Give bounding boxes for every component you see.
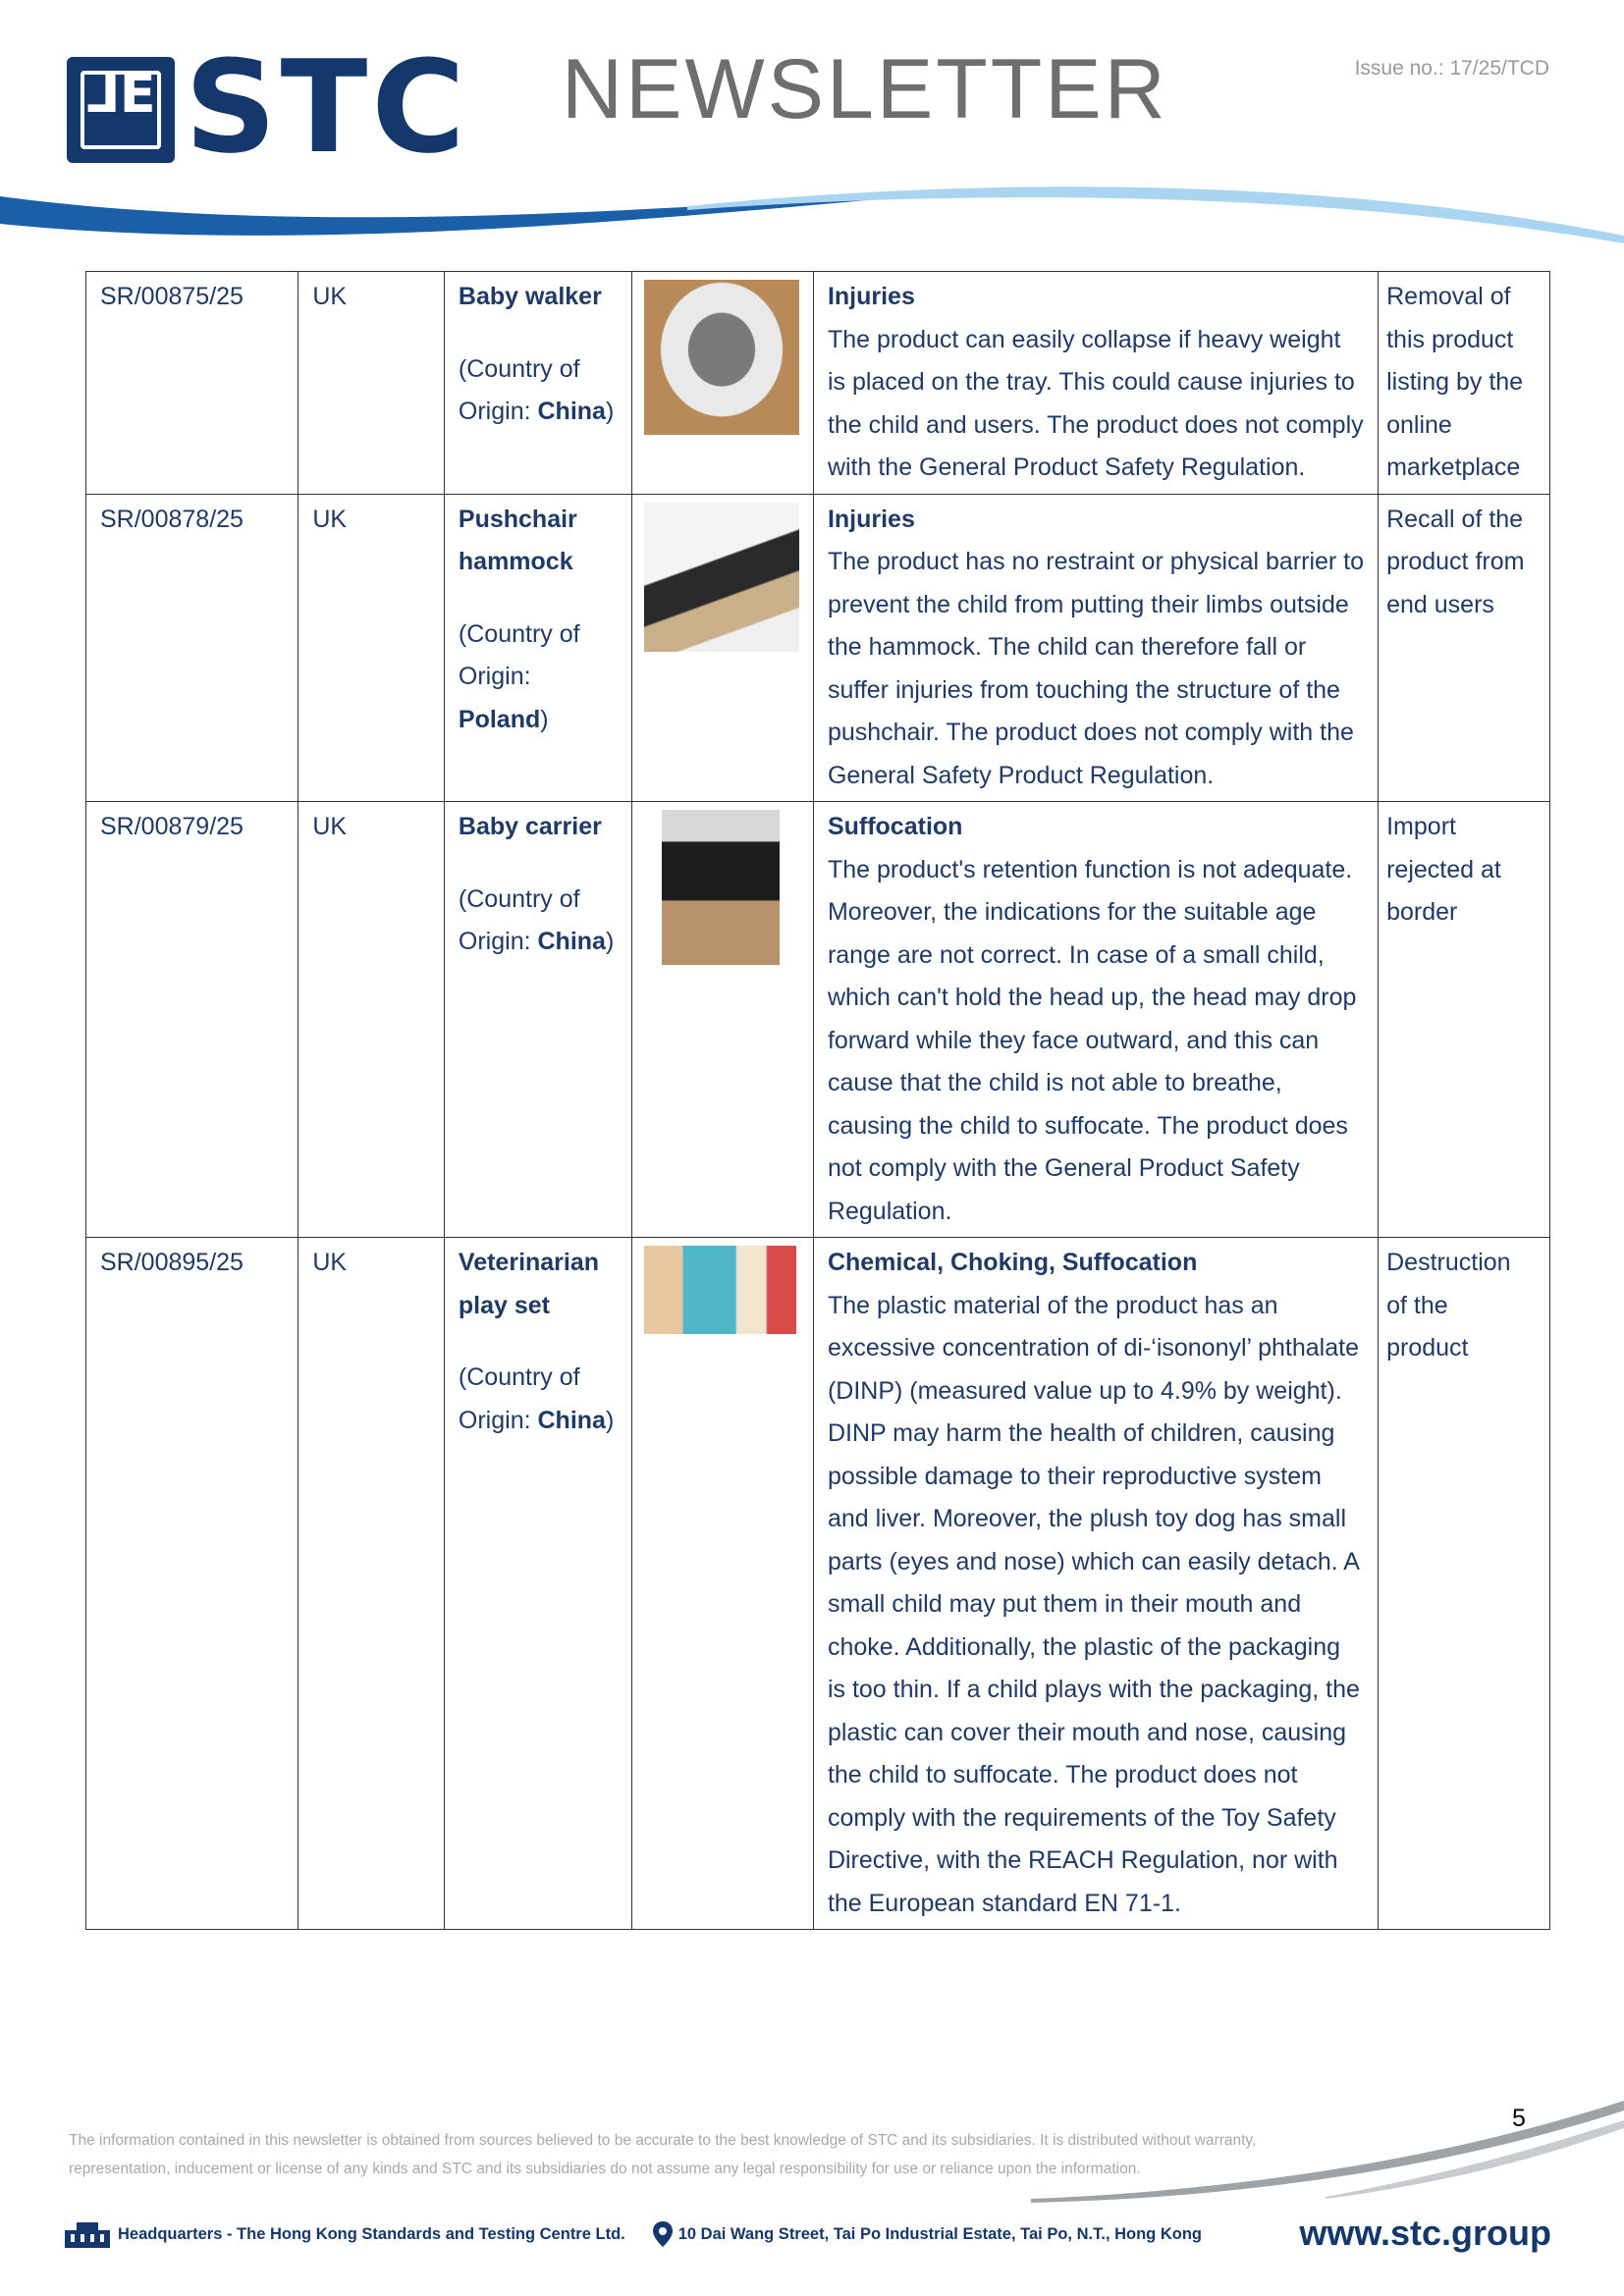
origin-country: China xyxy=(537,928,606,955)
issue-number: Issue no.: 17/25/TCD xyxy=(1354,57,1549,80)
product-photo xyxy=(644,503,799,652)
risk-cell xyxy=(813,802,1378,1238)
product-photo xyxy=(644,280,799,435)
country-code: UK xyxy=(298,494,445,802)
reference-number: SR/00875/25 xyxy=(86,272,298,495)
origin-close: ) xyxy=(540,705,549,733)
recall-table xyxy=(85,271,1550,1930)
reference-number: SR/00879/25 xyxy=(86,802,298,1238)
origin-country: China xyxy=(537,1406,606,1434)
product-image-cell xyxy=(631,802,813,1238)
risk-description: The plastic material of the product has an excessive concentration of di-‘isononyl’ phthalate (DINP) (measured value up to 4.9% by weight). DINP may harm the health of children, causing possible damage to their reproductive system and liver. Moreover, the plush toy dog has small parts (eyes and nose) which can easily detach. A small child may put them in their mouth and choke. Additionally, the plastic of the packaging is too thin. If a child plays with the packaging, the plastic can cover their mouth and nose, causing the child to suffocate. The product does not comply with the requirements of the Toy Safety Directive, with the REACH Regulation, nor with the European standard EN 71-1. xyxy=(827,1291,1360,1917)
product-photo xyxy=(644,1246,796,1334)
header-swoosh xyxy=(0,177,1624,255)
origin-label: (Country of Origin: xyxy=(458,619,580,690)
measure-taken: Import rejected at border xyxy=(1379,802,1550,1238)
product-name: Pushchair hammock xyxy=(458,505,577,575)
risk-description: The product's retention function is not adequate. Moreover, the indications for the suitable age range are not correct. In case of a small child, which can't hold the head up, the head may drop forward while they face outward, and this can cause that the child is not able to breathe, causing the child to suffocate. The product does not comply with the General Product Safety Regulation. xyxy=(827,855,1357,1225)
stc-logo-icon: ⅃E xyxy=(67,57,175,163)
newsletter-title: NEWSLETTER xyxy=(562,42,1168,136)
origin-country: China xyxy=(537,398,606,425)
website-link[interactable]: www.stc.group xyxy=(1299,2213,1551,2253)
page-number: 5 xyxy=(1512,2105,1526,2132)
country-code: UK xyxy=(298,1238,445,1930)
map-pin-icon xyxy=(653,2221,673,2247)
page-header xyxy=(0,0,1624,255)
table-row xyxy=(86,802,1550,1238)
risk-cell xyxy=(813,1238,1378,1930)
address-label: 10 Dai Wang Street, Tai Po Industrial Estate, Tai Po, N.T., Hong Kong xyxy=(677,2224,1202,2243)
product-cell xyxy=(444,272,631,495)
country-code: UK xyxy=(298,272,445,495)
risk-title: Suffocation xyxy=(827,813,963,840)
risk-title: Chemical, Choking, Suffocation xyxy=(827,1249,1198,1276)
headquarters-label: Headquarters - The Hong Kong Standards and Testing Centre Ltd. xyxy=(118,2224,625,2243)
origin-close: ) xyxy=(605,1406,615,1434)
brand-name: STC xyxy=(185,32,469,182)
origin-close: ) xyxy=(605,928,615,955)
reference-number: SR/00878/25 xyxy=(86,494,298,802)
risk-description: The product has no restraint or physical barrier to prevent the child from putting their limbs outside the hammock. The child can therefore fall or suffer injuries from touching the structure of the pushchair. The product does not comply with the General Safety Product Regulation. xyxy=(827,548,1365,789)
product-cell xyxy=(444,802,631,1238)
country-code: UK xyxy=(298,802,445,1238)
table-row xyxy=(86,1238,1550,1930)
measure-taken: Destruction of the product xyxy=(1379,1238,1550,1930)
building-icon xyxy=(63,2220,112,2248)
risk-title: Injuries xyxy=(827,283,915,310)
measure-taken: Recall of the product from end users xyxy=(1379,494,1550,802)
disclaimer-text: The information contained in this newsletter is obtained from sources believed to be accurate to the best knowledge of STC and its subsidiaries. It is distributed without warranty, representation, inducement or license of any kinds and STC and its subsidiaries do not assume any legal responsibility for use or reliance upon the information. xyxy=(69,2132,1257,2177)
origin-close: ) xyxy=(605,398,615,425)
risk-cell xyxy=(813,494,1378,802)
product-image-cell xyxy=(631,1238,813,1930)
risk-description: The product can easily collapse if heavy weight is placed on the tray. This could cause injuries to the child and users. The product does not comply with the General Product Safety Regulation. xyxy=(827,325,1364,481)
product-image-cell xyxy=(631,494,813,802)
product-cell xyxy=(444,1238,631,1930)
contact-line xyxy=(63,2220,1202,2248)
product-name: Baby walker xyxy=(458,283,602,310)
origin-label: (Country of Origin: xyxy=(458,884,580,955)
product-name: Baby carrier xyxy=(458,813,602,840)
table-row xyxy=(86,494,1550,802)
origin-label: (Country of Origin: xyxy=(458,1363,580,1434)
origin-country: Poland xyxy=(458,705,541,733)
product-photo xyxy=(662,810,780,965)
risk-cell xyxy=(813,272,1378,495)
product-cell xyxy=(444,494,631,802)
reference-number: SR/00895/25 xyxy=(86,1238,298,1930)
table-row xyxy=(86,272,1550,495)
origin-label: (Country of Origin: xyxy=(458,354,580,425)
product-image-cell xyxy=(631,272,813,495)
product-name: Veterinarian play set xyxy=(458,1249,600,1319)
risk-title: Injuries xyxy=(827,505,915,533)
measure-taken: Removal of this product listing by the online marketplace xyxy=(1379,272,1550,495)
